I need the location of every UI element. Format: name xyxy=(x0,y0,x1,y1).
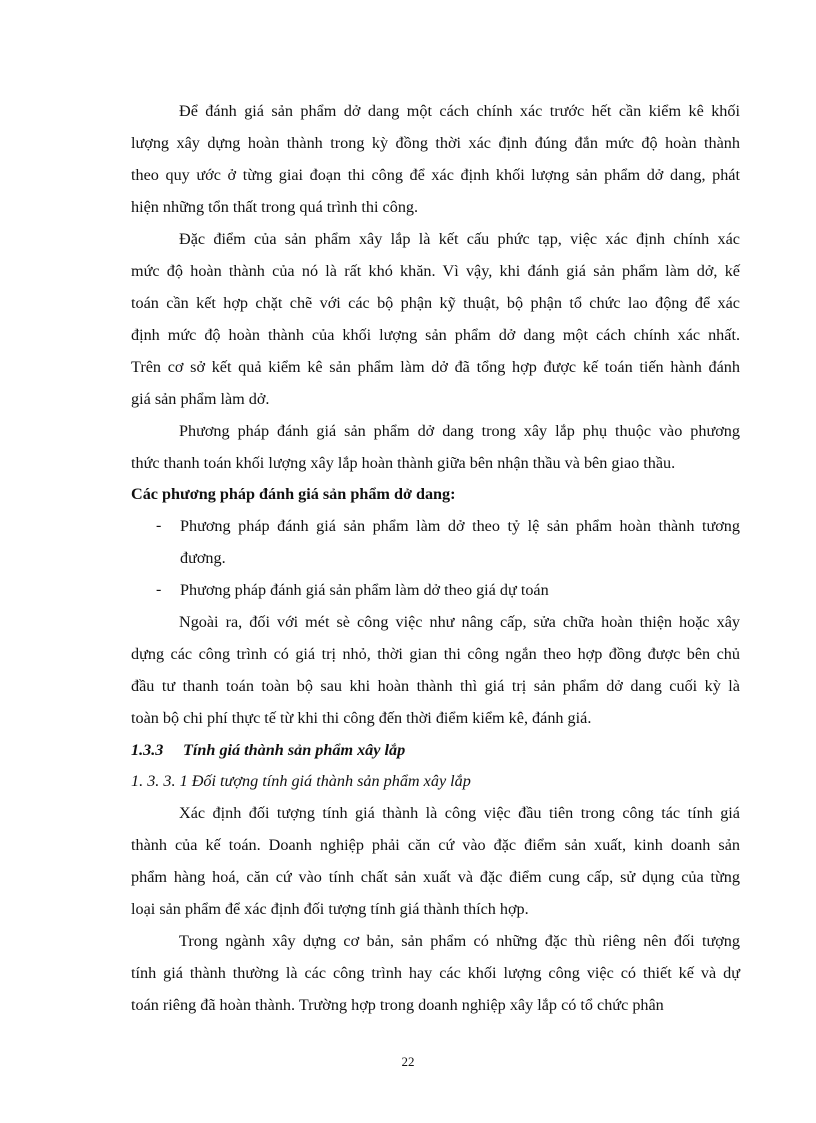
paragraph-5-line-4: loại sản phẩm để xác định đối tượng tính giá thành thích hợp. xyxy=(131,900,529,918)
paragraph-6-line-3: toán riêng đã hoàn thành. Trường hợp trong doanh nghiệp xây lắp có tổ chức phân xyxy=(131,996,664,1014)
paragraph-4-line-4: toàn bộ chi phí thực tế từ khi thi công đến thời điểm kiểm kê, đánh giá. xyxy=(131,709,592,727)
paragraph-1-line-3: theo quy ước ở từng giai đoạn thi công để xác định khối lượng sản phẩm dở dang, phát xyxy=(131,166,740,184)
subsection-heading: 1. 3. 3. 1 Đối tượng tính giá thành sản phẩm xây lắp xyxy=(131,772,471,790)
paragraph-1-line-4: hiện những tổn thất trong quá trình thi công. xyxy=(131,198,419,216)
paragraph-4-line-3: đầu tư thanh toán toàn bộ sau khi hoàn thành thì giá trị sản phẩm dở dang cuối kỳ là xyxy=(131,677,740,695)
paragraph-4-line-1: Ngoài ra, đối với mét sè công việc như nâng cấp, sửa chữa hoàn thiện hoặc xây xyxy=(179,613,740,631)
paragraph-1-line-1: Để đánh giá sản phẩm dở dang một cách chính xác trước hết cần kiểm kê khối xyxy=(179,102,740,120)
paragraph-2-line-5: Trên cơ sở kết quả kiểm kê sản phẩm làm dở đã tổng hợp được kế toán tiến hành đánh xyxy=(131,358,740,376)
paragraph-5-line-1: Xác định đối tượng tính giá thành là công việc đầu tiên trong công tác tính giá xyxy=(179,804,740,822)
bullet-dash-1: - xyxy=(156,517,162,534)
section-heading xyxy=(131,740,740,760)
section-title: Tính giá thành sản phẩm xây lắp xyxy=(183,741,406,759)
paragraph-2-line-1: Đặc điểm của sản phẩm xây lắp là kết cấu phức tạp, việc xác định chính xác xyxy=(179,230,740,248)
paragraph-1-line-2: lượng xây dựng hoàn thành trong kỳ đồng thời xác định đúng đắn mức độ hoàn thành xyxy=(131,134,740,152)
section-number: 1.3.3 xyxy=(131,741,164,759)
methods-heading: Các phương pháp đánh giá sản phẩm dở dang: xyxy=(131,485,456,503)
paragraph-6-line-2: tính giá thành thường là các công trình hay các khối lượng công việc có thiết kế và dự xyxy=(131,964,740,982)
paragraph-3-line-2: thức thanh toán khối lượng xây lắp hoàn thành giữa bên nhận thầu và bên giao thầu. xyxy=(131,454,676,472)
bullet-2-line-1: Phương pháp đánh giá sản phẩm làm dở theo giá dự toán xyxy=(180,581,549,599)
paragraph-2-line-2: mức độ hoàn thành của nó là rất khó khăn. Vì vậy, khi đánh giá sản phẩm làm dở, kế xyxy=(131,262,740,280)
paragraph-2-line-4: định mức độ hoàn thành của khối lượng sản phẩm dở dang một cách chính xác nhất. xyxy=(131,326,740,344)
paragraph-2-line-6: giá sản phẩm làm dở. xyxy=(131,390,270,408)
paragraph-2-line-3: toán cần kết hợp chặt chẽ với các bộ phận kỹ thuật, bộ phận tổ chức lao động để xác xyxy=(131,294,740,312)
bullet-1-line-1: Phương pháp đánh giá sản phẩm làm dở theo tỷ lệ sản phẩm hoàn thành tương xyxy=(180,517,740,535)
bullet-dash-2: - xyxy=(156,581,162,598)
paragraph-3-line-1: Phương pháp đánh giá sản phẩm dở dang trong xây lắp phụ thuộc vào phương xyxy=(179,422,740,440)
bullet-1-line-2: đương. xyxy=(180,549,226,567)
paragraph-6-line-1: Trong ngành xây dựng cơ bản, sản phẩm có những đặc thù riêng nên đối tượng xyxy=(179,932,740,950)
paragraph-5-line-3: phẩm hàng hoá, căn cứ vào tính chất sản xuất và đặc điểm cung cấp, sử dụng của từng xyxy=(131,868,740,886)
page-number: 22 xyxy=(401,1054,415,1069)
paragraph-5-line-2: thành của kế toán. Doanh nghiệp phải căn cứ vào đặc điểm sản xuất, kinh doanh sản xyxy=(131,836,740,854)
paragraph-4-line-2: dựng các công trình có giá trị nhỏ, thời gian thi công ngắn theo hợp đồng được bên chủ xyxy=(131,645,740,663)
